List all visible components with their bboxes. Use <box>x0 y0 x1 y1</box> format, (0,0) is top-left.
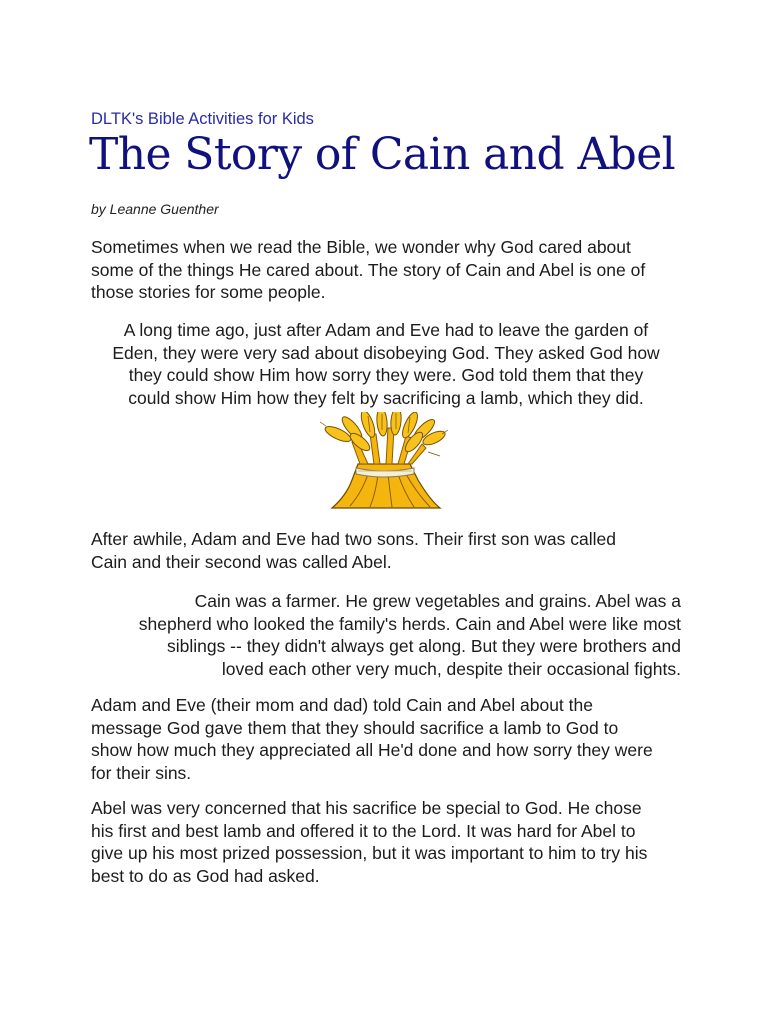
paragraph-abel-offering <box>91 797 681 888</box>
paragraph-sacrifice-message <box>91 694 681 785</box>
text-line: A long time ago, just after Adam and Eve had to leave the garden of <box>123 320 649 340</box>
text-line: Sometimes when we read the Bible, we wonder why God cared about <box>91 237 631 257</box>
text-line: show how much they appreciated all He'd done and how sorry they were <box>91 740 653 761</box>
text-line: Adam and Eve (their mom and dad) told Cain and Abel about the <box>91 695 593 715</box>
site-name: DLTK's Bible Activities for Kids <box>91 110 314 128</box>
text-line: Cain was a farmer. He grew vegetables and grains. Abel was a <box>194 591 681 611</box>
wheat-sheaf-icon <box>318 412 450 512</box>
text-line: for their sins. <box>91 763 192 784</box>
paragraph-garden-of-eden <box>91 319 681 410</box>
text-line: could show Him how they felt by sacrificing a lamb, which they did. <box>128 388 644 409</box>
paragraph-two-sons <box>91 528 681 573</box>
text-line: best to do as God had asked. <box>91 866 320 887</box>
text-line: Eden, they were very sad about disobeying God. They asked God how <box>112 342 660 363</box>
author-byline: by Leanne Guenther <box>91 201 219 217</box>
text-line: Abel was very concerned that his sacrifice be special to God. He chose <box>91 798 642 818</box>
text-line: siblings -- they didn't always get along. But they were brothers and <box>166 636 681 657</box>
text-line: After awhile, Adam and Eve had two sons. Their first son was called <box>91 529 616 549</box>
text-line: give up his most prized possession, but it was important to him to try his <box>91 843 648 864</box>
page-title: The Story of Cain and Abel <box>89 129 676 180</box>
text-line: message God gave them that they should sacrifice a lamb to God to <box>91 717 619 738</box>
text-line: Cain and their second was called Abel. <box>91 551 392 572</box>
text-line: they could show Him how sorry they were. God told them that they <box>128 365 644 386</box>
text-line: his first and best lamb and offered it to the Lord. It was hard for Abel to <box>91 820 636 841</box>
text-line: shepherd who looked the family's herds. Cain and Abel were like most <box>138 613 681 634</box>
paragraph-farmer-shepherd <box>91 590 681 681</box>
paragraph-intro <box>91 236 681 304</box>
text-line: those stories for some people. <box>91 282 326 303</box>
text-line: loved each other very much, despite their occasional fights. <box>221 659 681 680</box>
text-line: some of the things He cared about. The story of Cain and Abel is one of <box>91 259 646 280</box>
